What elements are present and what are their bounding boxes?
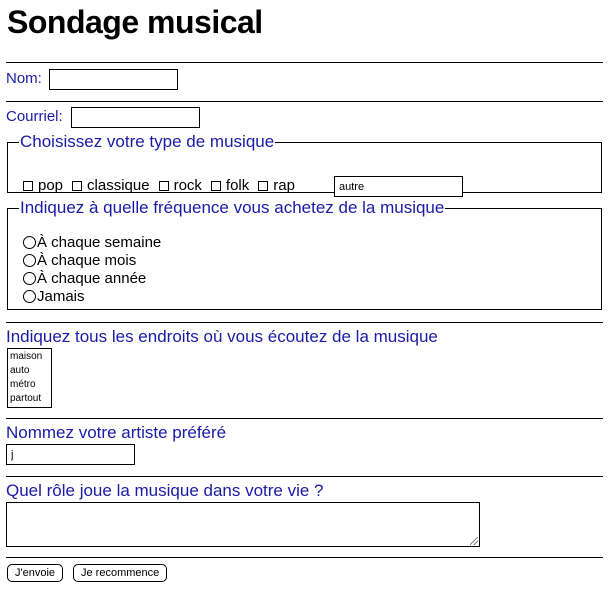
music-option-pop[interactable] (23, 177, 63, 194)
places-option-partout[interactable]: partout (10, 393, 42, 404)
divider (6, 418, 603, 419)
places-option-maison[interactable]: maison (10, 351, 43, 362)
music-type-legend: Choisissez votre type de musique (20, 132, 275, 151)
email-input[interactable] (71, 107, 200, 128)
rock-label: rock (173, 177, 202, 194)
frequency-option-year[interactable] (23, 269, 161, 287)
folk-checkbox[interactable] (211, 181, 221, 191)
pop-checkbox[interactable] (23, 181, 33, 191)
artist-input[interactable] (6, 444, 135, 465)
music-option-folk[interactable] (211, 177, 249, 194)
music-option-classique[interactable] (72, 177, 150, 194)
role-label: Quel rôle joue la musique dans votre vie ? (6, 481, 324, 500)
rock-checkbox[interactable] (159, 181, 169, 191)
frequency-option-week[interactable] (23, 233, 161, 251)
email-label: Courriel: (6, 108, 63, 125)
frequency-legend: Indiquez à quelle fréquence vous achetez de la musique (20, 198, 445, 217)
other-music-input[interactable] (334, 176, 463, 197)
submit-button[interactable]: J'envoie (7, 564, 63, 582)
frequency-option-month[interactable] (23, 251, 161, 269)
music-option-rap[interactable] (258, 177, 295, 194)
divider (6, 62, 603, 63)
music-type-fieldset (7, 133, 602, 193)
resize-handle-icon[interactable] (470, 537, 478, 545)
places-option-auto[interactable]: auto (10, 365, 30, 376)
frequency-option-never[interactable] (23, 287, 161, 305)
frequency-fieldset (7, 199, 602, 310)
month-label: À chaque mois (37, 251, 137, 269)
role-textarea-wrap (6, 502, 480, 547)
divider (6, 322, 603, 323)
name-input[interactable] (49, 69, 178, 90)
places-label: Indiquez tous les endroits où vous écoutez de la musique (6, 327, 438, 346)
classique-label: classique (87, 177, 150, 194)
music-option-rock[interactable] (159, 177, 202, 194)
divider (6, 476, 603, 477)
classique-checkbox[interactable] (72, 181, 82, 191)
places-option-metro[interactable]: métro (10, 379, 36, 390)
week-label: À chaque semaine (37, 233, 162, 251)
never-label: Jamais (37, 287, 85, 305)
reset-button[interactable]: Je recommence (73, 564, 167, 582)
rap-label: rap (273, 177, 295, 194)
pop-label: pop (38, 177, 64, 194)
folk-label: folk (225, 177, 250, 194)
year-label: À chaque année (37, 269, 147, 287)
divider (6, 101, 603, 102)
year-radio[interactable] (23, 272, 36, 285)
role-textarea[interactable] (6, 502, 480, 547)
name-label: Nom: (6, 70, 42, 87)
page-title: Sondage musical (7, 4, 263, 40)
week-radio[interactable] (23, 236, 36, 249)
artist-label: Nommez votre artiste préféré (6, 423, 227, 442)
month-radio[interactable] (23, 254, 36, 267)
rap-checkbox[interactable] (258, 181, 268, 191)
divider (6, 557, 603, 558)
places-listbox[interactable] (7, 348, 52, 408)
never-radio[interactable] (23, 290, 36, 303)
